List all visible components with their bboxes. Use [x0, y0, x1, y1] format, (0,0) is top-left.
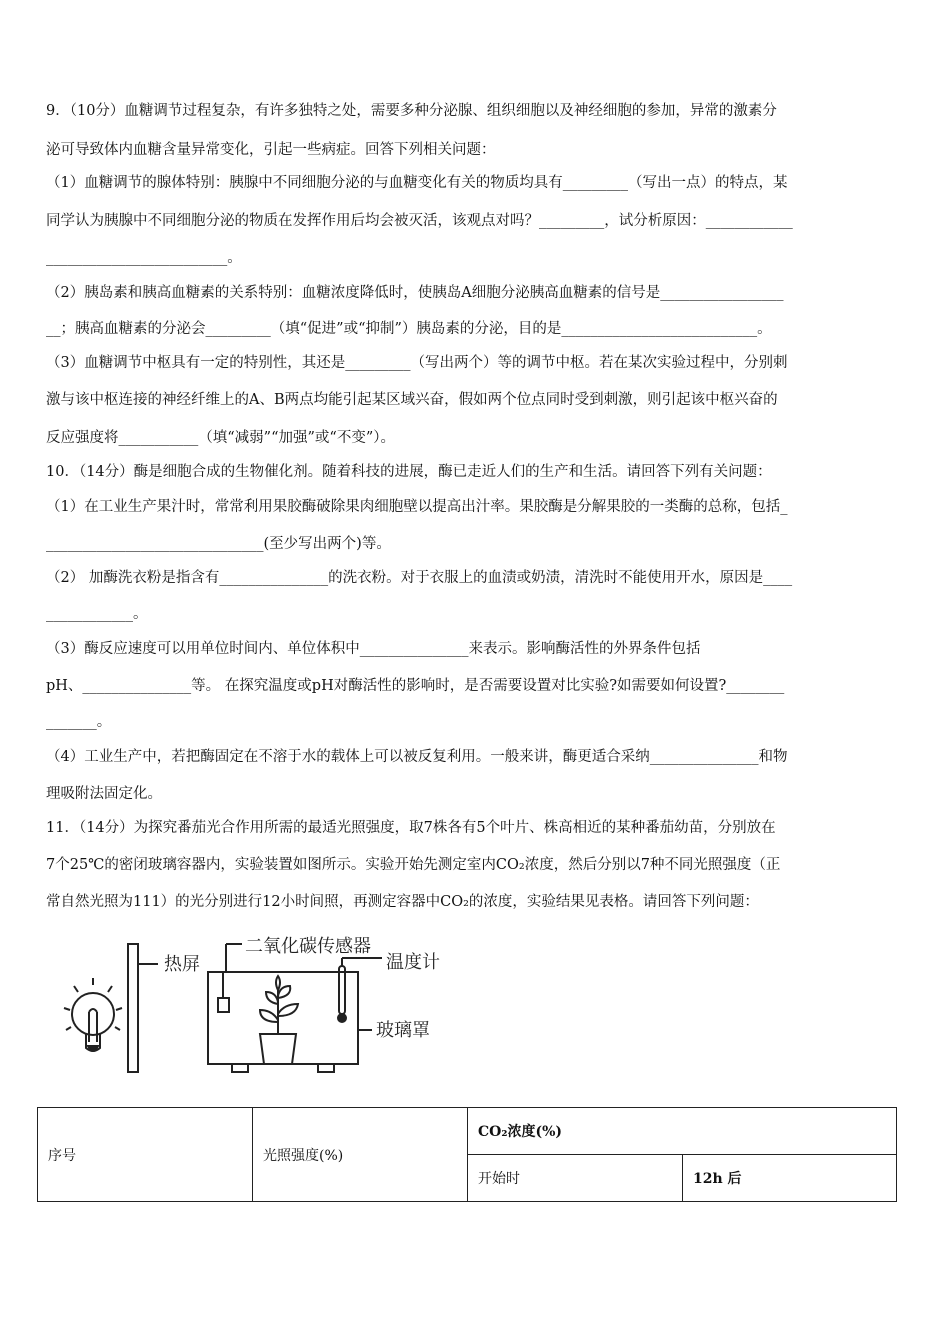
q9-line-9: 激与该中枢连接的神经纤维上的A、B两点均能引起某区域兴奋，假如两个位点同时受到刺激，则引起该中枢兴奋的	[46, 392, 778, 408]
q9-line-5: _________________________。	[46, 250, 242, 266]
apparatus-figure	[60, 930, 480, 1090]
table-header-index: 序号	[38, 1108, 253, 1202]
q10-line-1: 10．（14分）酶是细胞合成的生物催化剂。随着科技的进展，酶已走近人们的生产和生活。请回答下列有关问题：	[46, 464, 772, 480]
q10-line-9: （4）工业生产中，若把酶固定在不溶于水的载体上可以被反复利用。一般来讲，酶更适合采纳_______________和物	[46, 749, 788, 765]
q10-line-8: _______。	[46, 714, 112, 730]
table-subheader-after: 12h 后	[683, 1155, 897, 1202]
q10-line-4: （2） 加酶洗衣粉是指含有_______________的洗衣粉。对于衣服上的血渍或奶渍，清洗时不能使用开水，原因是____	[46, 570, 793, 586]
q10-line-7: pH、_______________等。 在探究温度或pH对酶活性的影响时，是否需要设置对比实验?如需要如何设置?________	[46, 678, 785, 694]
table-header-co2: CO₂浓度(%)	[468, 1108, 897, 1155]
q9-line-3: （1）血糖调节的腺体特别：胰腺中不同细胞分泌的与血糖变化有关的物质均具有_________（写出一点）的特点，某	[46, 175, 788, 191]
glass-cover-shape	[208, 972, 358, 1064]
table-subheader-start: 开始时	[468, 1155, 683, 1202]
q9-line-8: （3）血糖调节中枢具有一定的特别性，其还是_________（写出两个）等的调节中枢。若在某次实验过程中，分别刺	[46, 355, 788, 371]
heat-screen-shape	[128, 944, 138, 1072]
results-table	[37, 1107, 897, 1202]
q10-line-10: 理吸附法固定化。	[46, 786, 162, 802]
q9-line-7: __；胰高血糖素的分泌会_________（填“促进”或“抑制”）胰岛素的分泌，目的是___________________________。	[46, 321, 772, 337]
q11-line-1: 11．（14分）为探究番茄光合作用所需的最适光照强度，取7株各有5个叶片、株高相近的某种番茄幼苗，分别放在	[46, 820, 776, 836]
co2-sensor-label: 二氧化碳传感器	[245, 936, 371, 957]
glass-cover-label: 玻璃罩	[376, 1020, 430, 1041]
plant-pot-shape	[260, 1034, 296, 1064]
q10-line-5: ____________。	[46, 606, 148, 622]
q10-line-6: （3）酶反应速度可以用单位时间内、单位体积中_______________来表示。影响酶活性的外界条件包括	[46, 641, 701, 657]
q9-line-10: 反应强度将___________（填“减弱”“加强”或“不变”）。	[46, 430, 395, 446]
q9-line-1: 9．（10分）血糖调节过程复杂，有许多独特之处，需要多种分泌腺、组织细胞以及神经细胞的参加，异常的激素分	[46, 103, 777, 119]
light-bulb-icon	[64, 978, 122, 1051]
q9-line-6: （2）胰岛素和胰高血糖素的关系特别：血糖浓度降低时，使胰岛A细胞分泌胰高血糖素的信号是_________________	[46, 285, 784, 301]
q9-line-2: 泌可导致体内血糖含量异常变化，引起一些病症。回答下列相关问题：	[46, 142, 496, 158]
q11-line-3: 常自然光照为111）的光分别进行12小时间照，再测定容器中CO₂的浓度，实验结果见表格。请回答下列问题：	[46, 894, 759, 910]
thermometer-label: 温度计	[386, 952, 440, 973]
q10-line-2: （1）在工业生产果汁时，常常利用果胶酶破除果肉细胞壁以提高出汁率。果胶酶是分解果胶的一类酶的总称，包括_	[46, 499, 788, 515]
q11-line-2: 7个25℃的密闭玻璃容器内，实验装置如图所示。实验开始先测定室内CO₂浓度，然后分别以7种不同光照强度（正	[46, 857, 781, 873]
heat-screen-label: 热屏	[164, 954, 200, 975]
q9-line-4: 同学认为胰腺中不同细胞分泌的物质在发挥作用后均会被灭活，该观点对吗？_________，试分析原因：____________	[46, 213, 793, 229]
table-header-light: 光照强度(%)	[253, 1108, 468, 1202]
q10-line-3: ______________________________(至少写出两个)等。	[46, 536, 391, 552]
